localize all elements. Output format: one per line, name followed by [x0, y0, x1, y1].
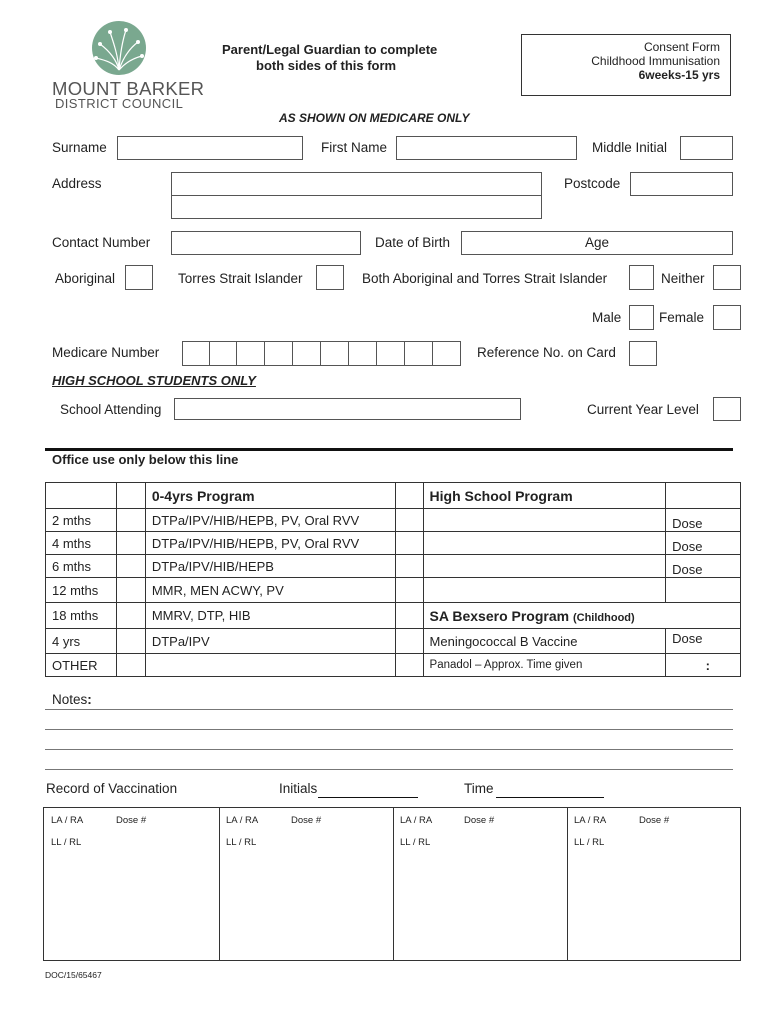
row-dose: Dose — [666, 509, 741, 532]
table-row — [46, 654, 741, 677]
site-ll-rl: LL / RL — [226, 837, 257, 848]
torres-label: Torres Strait Islander — [178, 271, 303, 286]
site-ll-rl: LL / RL — [400, 837, 431, 848]
male-label: Male — [592, 310, 622, 325]
time-label: Time — [464, 781, 494, 796]
row-age: 4 yrs — [46, 629, 117, 654]
bexsero-sub: (Childhood) — [572, 611, 635, 624]
row-age: 6 mths — [46, 555, 117, 578]
table-row — [46, 603, 741, 629]
row-check-hs[interactable] — [395, 509, 423, 532]
row-vaccine: DTPa/IPV/HIB/HEPB, PV, Oral RVV — [145, 509, 395, 532]
site-la-ra: LA / RA — [400, 815, 433, 826]
row-vaccine: MMR, MEN ACWY, PV — [145, 578, 395, 603]
consent-line1: Consent Form — [643, 40, 720, 54]
org-name-line1: MOUNT BARKER — [52, 78, 205, 99]
notes-line-1[interactable] — [45, 709, 733, 710]
date-of-birth-label: Date of Birth — [375, 235, 451, 250]
row-hs — [423, 578, 666, 603]
both-label: Both Aboriginal and Torres Strait Islander — [362, 271, 608, 286]
office-heading: Office use only below this line — [52, 452, 239, 467]
torres-checkbox[interactable] — [316, 265, 344, 290]
dose-number: Dose # — [464, 815, 495, 826]
row-age: 18 mths — [46, 603, 117, 629]
row-check[interactable] — [116, 555, 145, 578]
initials-label: Initials — [279, 781, 318, 796]
site-ll-rl: LL / RL — [51, 837, 82, 848]
record-label: Record of Vaccination — [46, 781, 178, 796]
program-heading: 0-4yrs Program — [145, 483, 395, 509]
initials-line[interactable] — [318, 797, 418, 798]
dose-number: Dose # — [291, 815, 322, 826]
row-check-hs[interactable] — [395, 532, 423, 555]
middle-initial-input[interactable] — [680, 136, 733, 160]
neither-label: Neither — [661, 271, 705, 286]
row-dose — [666, 578, 741, 603]
header-check-hs — [395, 483, 423, 509]
instruction-line1: Parent/Legal Guardian to complete — [222, 42, 438, 57]
site-ll-rl: LL / RL — [574, 837, 605, 848]
row-age: OTHER — [46, 654, 117, 677]
notes-colon: : — [87, 692, 92, 707]
site-la-ra: LA / RA — [226, 815, 259, 826]
row-check[interactable] — [116, 603, 145, 629]
site-la-ra: LA / RA — [574, 815, 607, 826]
female-checkbox[interactable] — [713, 305, 741, 330]
female-label: Female — [659, 310, 705, 325]
aboriginal-checkbox[interactable] — [125, 265, 153, 290]
doc-reference: DOC/15/65467 — [45, 970, 102, 980]
current-year-level-input[interactable] — [713, 397, 741, 421]
middle-initial-label: Middle Initial — [592, 140, 668, 155]
medicare-note: AS SHOWN ON MEDICARE ONLY — [279, 111, 470, 125]
row-vaccine: DTPa/IPV/HIB/HEPB, PV, Oral RVV — [145, 532, 395, 555]
notes-line-3[interactable] — [45, 749, 733, 750]
header-check — [116, 483, 145, 509]
high-school-heading: HIGH SCHOOL STUDENTS ONLY — [52, 373, 256, 388]
notes-label-wrap — [52, 692, 92, 707]
council-logo — [88, 20, 150, 76]
table-row — [46, 629, 741, 654]
row-hs — [423, 555, 666, 578]
dose-number: Dose # — [116, 815, 147, 826]
row-age: 12 mths — [46, 578, 117, 603]
table-row — [46, 509, 741, 532]
time-line[interactable] — [496, 797, 604, 798]
male-checkbox[interactable] — [629, 305, 654, 330]
first-name-label: First Name — [321, 140, 388, 155]
row-age: 4 mths — [46, 532, 117, 555]
address-label: Address — [52, 176, 102, 191]
medicare-number-input[interactable] — [182, 341, 461, 366]
contact-number-label: Contact Number — [52, 235, 151, 250]
site-la-ra: LA / RA — [51, 815, 84, 826]
dose-number: Dose # — [639, 815, 670, 826]
row-vaccine: DTPa/IPV — [145, 629, 395, 654]
row-check-hs[interactable] — [395, 629, 423, 654]
row-check[interactable] — [116, 654, 145, 677]
row-dose: Dose — [666, 532, 741, 555]
age-label: Age — [585, 235, 610, 250]
org-name-line2: DISTRICT COUNCIL — [55, 96, 184, 111]
bexsero-heading: SA Bexsero Program — [429, 607, 570, 624]
neither-checkbox[interactable] — [713, 265, 741, 290]
row-dose: : — [666, 654, 741, 677]
instruction-line2: both sides of this form — [256, 58, 397, 73]
office-divider — [45, 448, 733, 451]
office-table — [45, 482, 741, 677]
row-check[interactable] — [116, 509, 145, 532]
row-vaccine — [145, 654, 395, 677]
notes-line-4[interactable] — [45, 769, 733, 770]
address-input-line2[interactable] — [171, 195, 542, 219]
current-year-level-label: Current Year Level — [587, 402, 699, 417]
record-cell-3[interactable] — [393, 808, 567, 962]
table-row — [46, 555, 741, 578]
record-cell-4[interactable] — [567, 808, 741, 962]
header-dose — [666, 483, 741, 509]
contact-number-input[interactable] — [171, 231, 361, 255]
row-check-hs[interactable] — [395, 578, 423, 603]
row-check[interactable] — [116, 532, 145, 555]
row-hs — [423, 532, 666, 555]
aboriginal-label: Aboriginal — [55, 271, 116, 286]
record-grid — [43, 807, 741, 961]
postcode-input[interactable] — [630, 172, 733, 196]
surname-label: Surname — [52, 140, 107, 155]
table-row — [46, 532, 741, 555]
consent-title-block — [591, 40, 720, 82]
consent-line3: 6weeks-15 yrs — [638, 68, 720, 82]
school-attending-input[interactable] — [174, 398, 521, 420]
row-hs: Panadol – Approx. Time given — [423, 654, 666, 677]
address-input-line1[interactable] — [171, 172, 542, 196]
row-check-hs[interactable] — [395, 555, 423, 578]
notes-label: Notes — [52, 692, 88, 707]
row-age: 2 mths — [46, 509, 117, 532]
both-checkbox[interactable] — [629, 265, 654, 290]
postcode-label: Postcode — [564, 176, 621, 191]
row-vaccine: MMRV, DTP, HIB — [145, 603, 395, 629]
record-cell-1[interactable] — [44, 808, 219, 962]
bexsero-heading-cell — [423, 603, 740, 629]
row-check[interactable] — [116, 629, 145, 654]
notes-line-2[interactable] — [45, 729, 733, 730]
high-school-program-heading: High School Program — [423, 483, 666, 509]
consent-form-box — [521, 34, 731, 96]
header-empty-age — [46, 483, 117, 509]
record-cell-2[interactable] — [219, 808, 393, 962]
school-attending-label: School Attending — [60, 402, 162, 417]
row-check-hs[interactable] — [395, 603, 423, 629]
row-check-hs[interactable] — [395, 654, 423, 677]
row-hs: Meningococcal B Vaccine — [423, 629, 666, 654]
row-dose: Dose — [666, 629, 741, 654]
row-hs — [423, 509, 666, 532]
medicare-number-label: Medicare Number — [52, 345, 160, 360]
first-name-input[interactable] — [396, 136, 577, 160]
row-dose: Dose — [666, 555, 741, 578]
reference-no-input[interactable] — [629, 341, 657, 366]
row-check[interactable] — [116, 578, 145, 603]
row-vaccine: DTPa/IPV/HIB/HEPB — [145, 555, 395, 578]
reference-no-label: Reference No. on Card — [477, 345, 616, 360]
table-row — [46, 578, 741, 603]
consent-line2: Childhood Immunisation — [591, 54, 720, 68]
surname-input[interactable] — [117, 136, 303, 160]
